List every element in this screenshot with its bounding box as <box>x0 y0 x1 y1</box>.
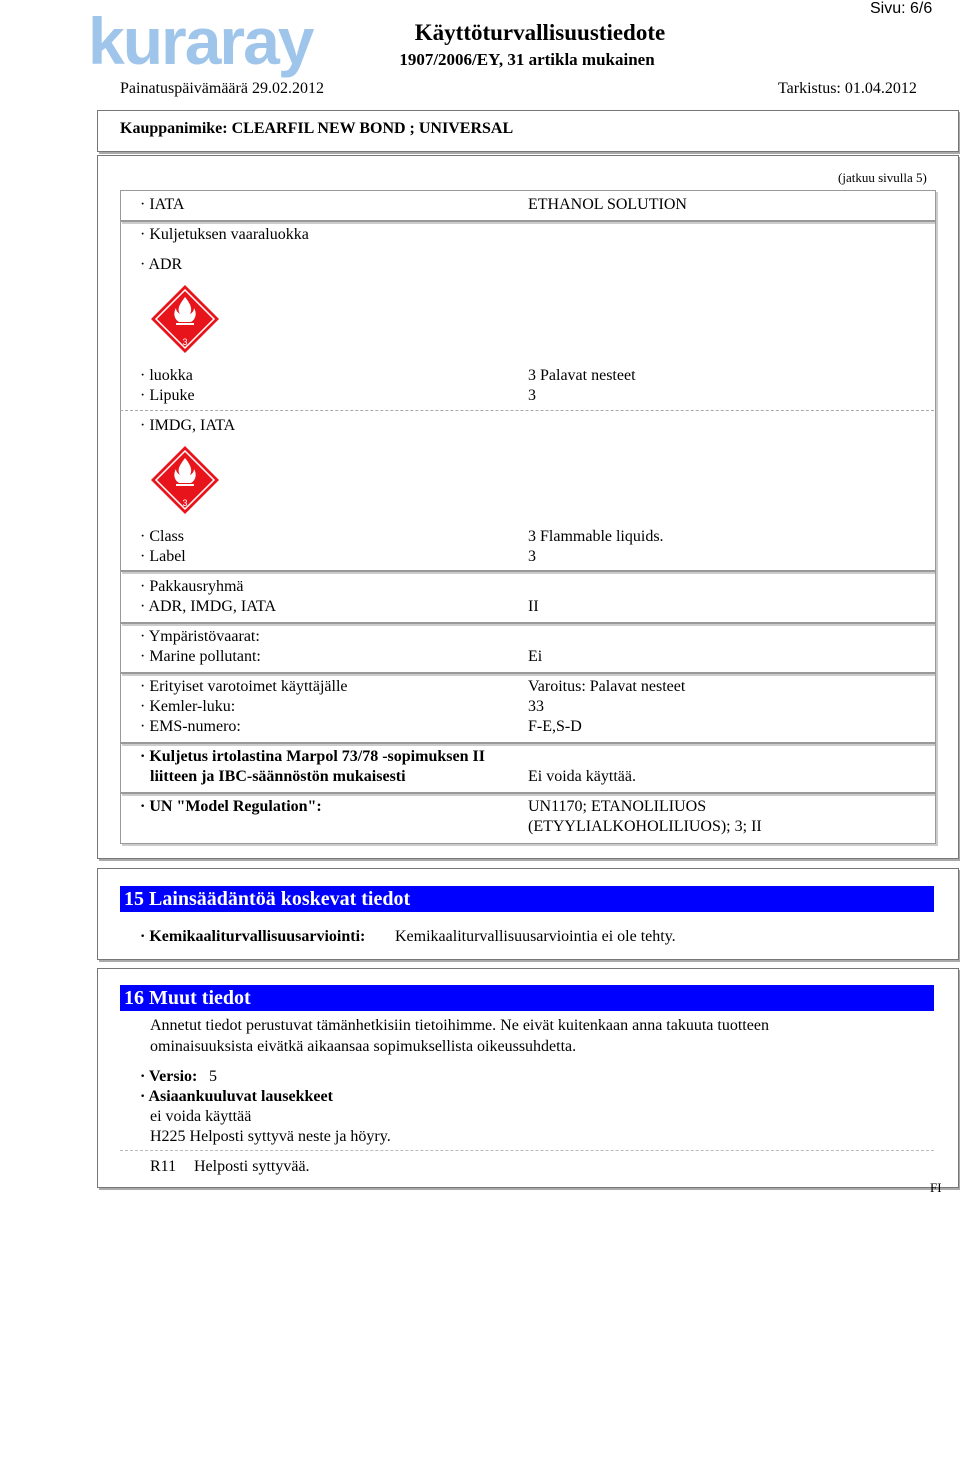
diamond-number: 3 <box>182 337 188 347</box>
un-model-label: · UN "Model Regulation": <box>140 798 322 815</box>
document-title: Käyttöturvallisuustiedote <box>414 20 666 45</box>
section-15-box <box>97 868 959 960</box>
csa-label: · Kemikaaliturvallisuusarviointi: <box>140 928 366 945</box>
phrase-1: ei voida käyttää <box>150 1108 252 1125</box>
print-date: Painatuspäivämäärä 29.02.2012 <box>120 80 324 97</box>
diamond-number: 3 <box>182 498 188 508</box>
flammable-hazard-diamond-adr <box>149 283 221 355</box>
packing-group-label: · Pakkausryhmä <box>140 578 244 595</box>
disclaimer-line-2: ominaisuuksista eivätkä aikaansaa sopimuksellista oikeussuhdetta. <box>150 1038 577 1055</box>
packing-group-sub-label: · ADR, IMDG, IATA <box>140 598 277 615</box>
bulk-transport-value: Ei voida käyttää. <box>528 768 636 785</box>
bulk-transport-label-2: liitteen ja IBC-säännöstön mukaisesti <box>150 768 406 785</box>
ems-label: · EMS-numero: <box>140 718 241 735</box>
class-value: 3 Flammable liquids. <box>528 528 664 545</box>
kuraray-logo: kuraray <box>88 4 313 78</box>
adr-label: · ADR <box>140 256 183 273</box>
divider <box>120 1150 934 1151</box>
label-value: 3 <box>528 548 536 565</box>
r-phrase-text: Helposti syttyvää. <box>194 1158 310 1175</box>
un-model-value-1: UN1170; ETANOLILIUOS <box>528 798 707 815</box>
un-model-value-2: (ETYYLIALKOHOLILIUOS); 3; II <box>528 818 762 835</box>
r-phrase-code: R11 <box>150 1158 177 1175</box>
imdg-iata-label: · IMDG, IATA <box>140 417 236 434</box>
kemler-value: 33 <box>528 698 544 715</box>
ems-value: F-E,S-D <box>528 718 582 735</box>
bulk-transport-label-1: · Kuljetus irtolastina Marpol 73/78 -sopimuksen II <box>140 748 485 765</box>
divider <box>120 410 934 411</box>
kemler-label: · Kemler-luku: <box>140 698 236 715</box>
revision-date: Tarkistus: 01.04.2012 <box>778 80 917 97</box>
flammable-hazard-diamond-imdg <box>149 444 221 516</box>
marine-pollutant-label: · Marine pollutant: <box>140 648 261 665</box>
iata-value: ETHANOL SOLUTION <box>528 196 687 213</box>
adr-lipuke-label: · Lipuke <box>140 387 195 404</box>
section-15-heading: 15 Lainsäädäntöä koskevat tiedot <box>120 886 934 912</box>
disclaimer-line-1: Annetut tiedot perustuvat tämänhetkisiin tietoihimme. Ne eivät kuitenkaan anna takuuta tuotteen <box>150 1017 769 1034</box>
page-number: Sivu: 6/6 <box>870 0 933 17</box>
marine-pollutant-value: Ei <box>528 648 543 665</box>
version-value: 5 <box>209 1068 217 1085</box>
csa-value: Kemikaaliturvallisuusarviointia ei ole tehty. <box>395 928 676 945</box>
adr-lipuke-value: 3 <box>528 387 536 404</box>
packing-group-value: II <box>528 598 539 615</box>
phrases-label: · Asiaankuuluvat lausekkeet <box>140 1088 333 1105</box>
document-subtitle: 1907/2006/EY, 31 artikla mukainen <box>399 50 655 69</box>
section-16-heading: 16 Muut tiedot <box>120 985 934 1011</box>
special-precautions-value: Varoitus: Palavat nesteet <box>528 678 686 695</box>
phrase-2: H225 Helposti syttyvä neste ja höyry. <box>150 1128 391 1145</box>
environment-label: · Ympäristövaarat: <box>140 628 260 645</box>
language-code: FI <box>930 1180 942 1195</box>
adr-class-value: 3 Palavat nesteet <box>528 367 636 384</box>
iata-label: · IATA <box>140 196 185 213</box>
class-label: · Class <box>140 528 184 545</box>
trade-name: Kauppanimike: CLEARFIL NEW BOND ; UNIVERSAL <box>120 120 514 137</box>
continued-note: (jatkuu sivulla 5) <box>838 170 927 185</box>
special-precautions-label: · Erityiset varotoimet käyttäjälle <box>140 678 348 695</box>
label-label: · Label <box>140 548 186 565</box>
version-label: · Versio: <box>140 1068 198 1085</box>
adr-class-label: · luokka <box>140 367 193 384</box>
hazard-class-label: · Kuljetuksen vaaraluokka <box>140 226 309 243</box>
